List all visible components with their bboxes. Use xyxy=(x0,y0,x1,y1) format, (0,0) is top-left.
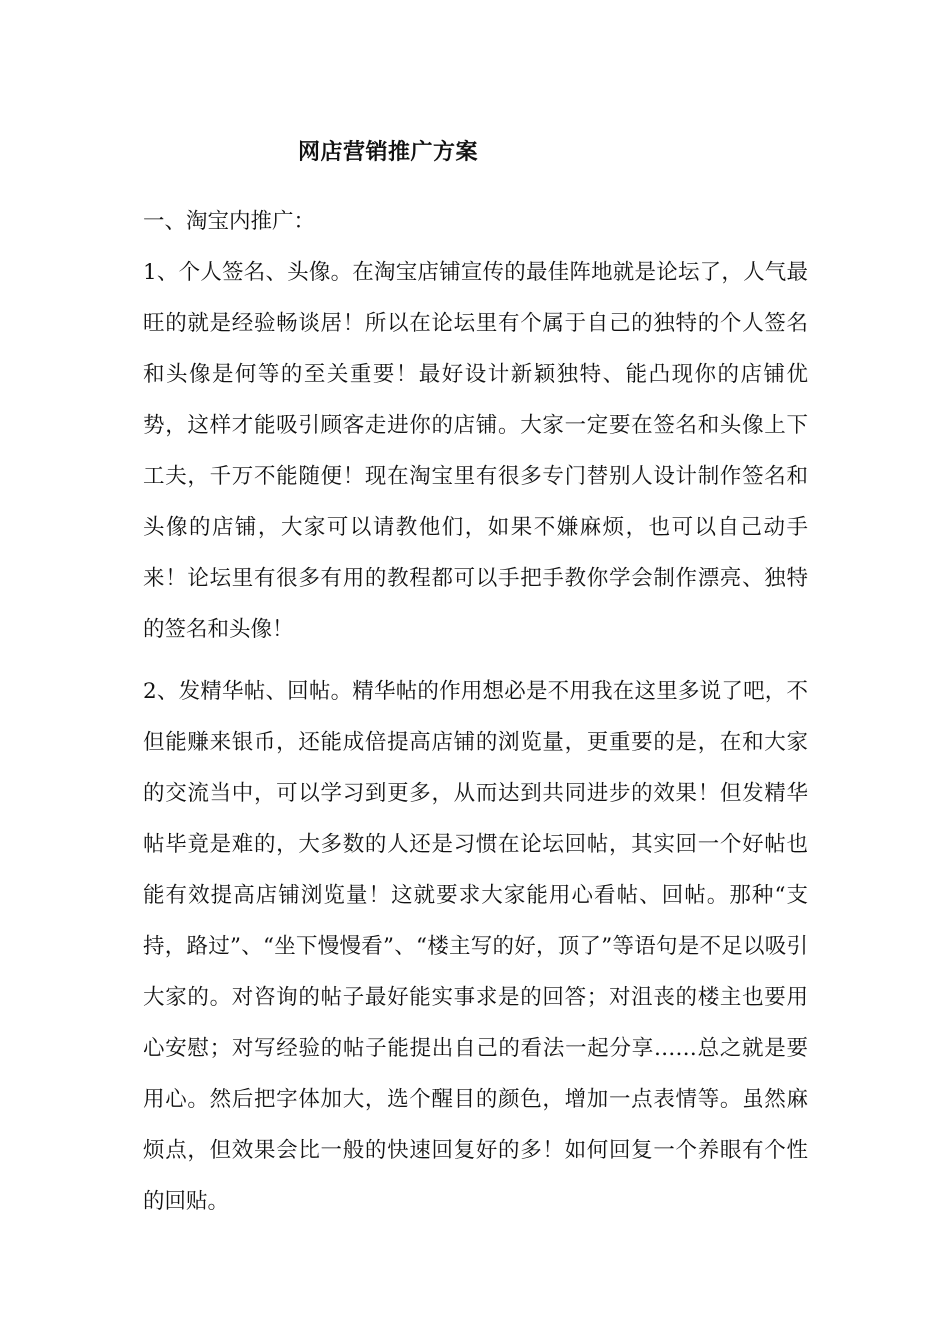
document-title: 网店营销推广方案 xyxy=(298,139,479,165)
paragraph-posts-replies: 2、发精华帖、回帖。精华帖的作用想必是不用我在这里多说了吧，不但能赚来银币，还能成倍提高店铺的浏览量，更重要的是，在和大家的交流当中，可以学习到更多，从而达到共同进步的效果！但发精华帖毕竟是难的，大多数的人还是习惯在论坛回帖，其实回一个好帖也能有效提高店铺浏览量！这就要求大家能用心看帖、回帖。那种“支持，路过”、“坐下慢慢看”、“楼主写的好，顶了”等语句是不足以吸引大家的。对咨询的帖子最好能实事求是的回答；对沮丧的楼主也要用心安慰；对写经验的帖子能提出自己的看法一起分享……总之就是要用心。然后把字体加大，选个醒目的颜色，增加一点表情等。虽然麻烦点，但效果会比一般的快速回复好的多！如何回复一个养眼有个性的回贴。 xyxy=(143,679,808,1214)
section-heading: 一、淘宝内推广： xyxy=(143,209,316,234)
paragraph-signature-avatar: 1、个人签名、头像。在淘宝店铺宣传的最佳阵地就是论坛了，人气最旺的就是经验畅谈居！所以在论坛里有个属于自己的独特的个人签名和头像是何等的至关重要！最好设计新颖独特、能凸现你的店铺优势，这样才能吸引顾客走进你的店铺。大家一定要在签名和头像上下工夫，千万不能随便！现在淘宝里有很多专门替别人设计制作签名和头像的店铺，大家可以请教他们，如果不嫌麻烦，也可以自己动手来！论坛里有很多有用的教程都可以手把手教你学会制作漂亮、独特的签名和头像！ xyxy=(143,260,808,642)
document-body xyxy=(143,196,808,1227)
